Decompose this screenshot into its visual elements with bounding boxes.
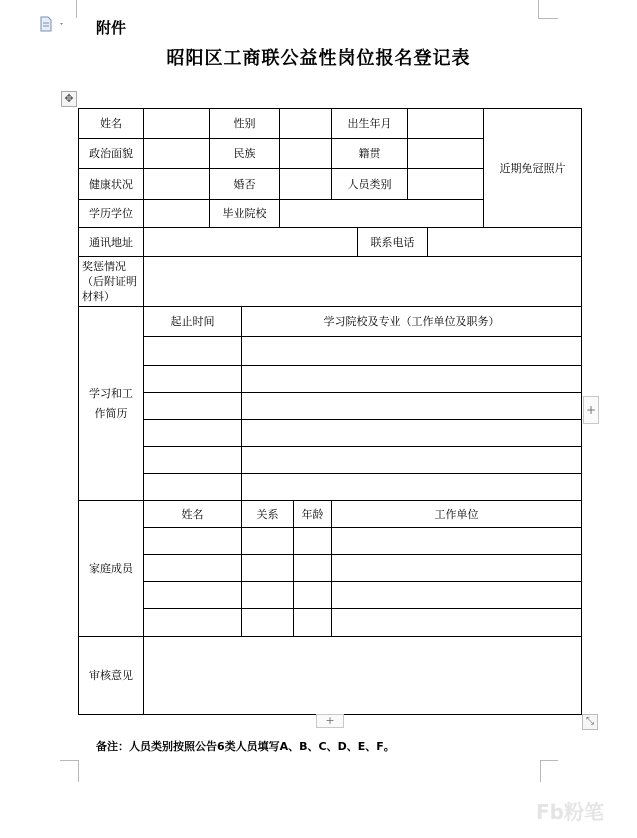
ethnicity-label: 民族 <box>233 147 256 160</box>
table-move-handle-icon[interactable]: ✥ <box>61 91 77 107</box>
health-label: 健康状况 <box>89 177 133 191</box>
personnel-category-label: 人员类别 <box>347 177 392 191</box>
review-label: 审核意见 <box>89 669 133 682</box>
photo-placeholder: 近期免冠照片 <box>499 161 566 175</box>
resume-detail-header: 学习院校及专业（工作单位及职务） <box>323 315 500 328</box>
footnote: 备注：人员类别按照公告6类人员填写A、B、C、D、E、F。 <box>96 740 395 753</box>
graduate-school-label: 毕业院校 <box>222 207 267 220</box>
family-name-header: 姓名 <box>181 507 204 521</box>
add-row-button[interactable]: + <box>316 714 344 728</box>
resume-time-header: 起止时间 <box>170 315 215 328</box>
native-place-label: 籍贯 <box>358 147 381 160</box>
name-label: 姓名 <box>100 117 122 130</box>
family-age-header: 年龄 <box>301 507 324 521</box>
attachment-label: 附件 <box>96 19 127 37</box>
address-label: 通讯地址 <box>89 235 133 249</box>
awards-label: 奖惩情况（后附证明材料） <box>82 260 137 303</box>
add-column-button[interactable]: + <box>583 396 599 424</box>
phone-label: 联系电话 <box>370 235 415 249</box>
resume-label: 学习和工作简历 <box>89 386 133 420</box>
family-work-header: 工作单位 <box>434 507 479 521</box>
watermark: Fb粉笔 <box>536 800 604 824</box>
page-title: 昭阳区工商联公益性岗位报名登记表 <box>166 48 471 69</box>
gender-label: 性别 <box>233 117 256 130</box>
family-relation-header: 关系 <box>256 507 279 521</box>
birth-label: 出生年月 <box>347 117 392 130</box>
marital-label: 婚否 <box>233 177 256 191</box>
education-label: 学历学位 <box>89 207 133 220</box>
political-label: 政治面貌 <box>89 147 133 160</box>
family-label: 家庭成员 <box>89 562 133 575</box>
table-resize-handle-icon[interactable]: ⤡ <box>582 714 598 730</box>
